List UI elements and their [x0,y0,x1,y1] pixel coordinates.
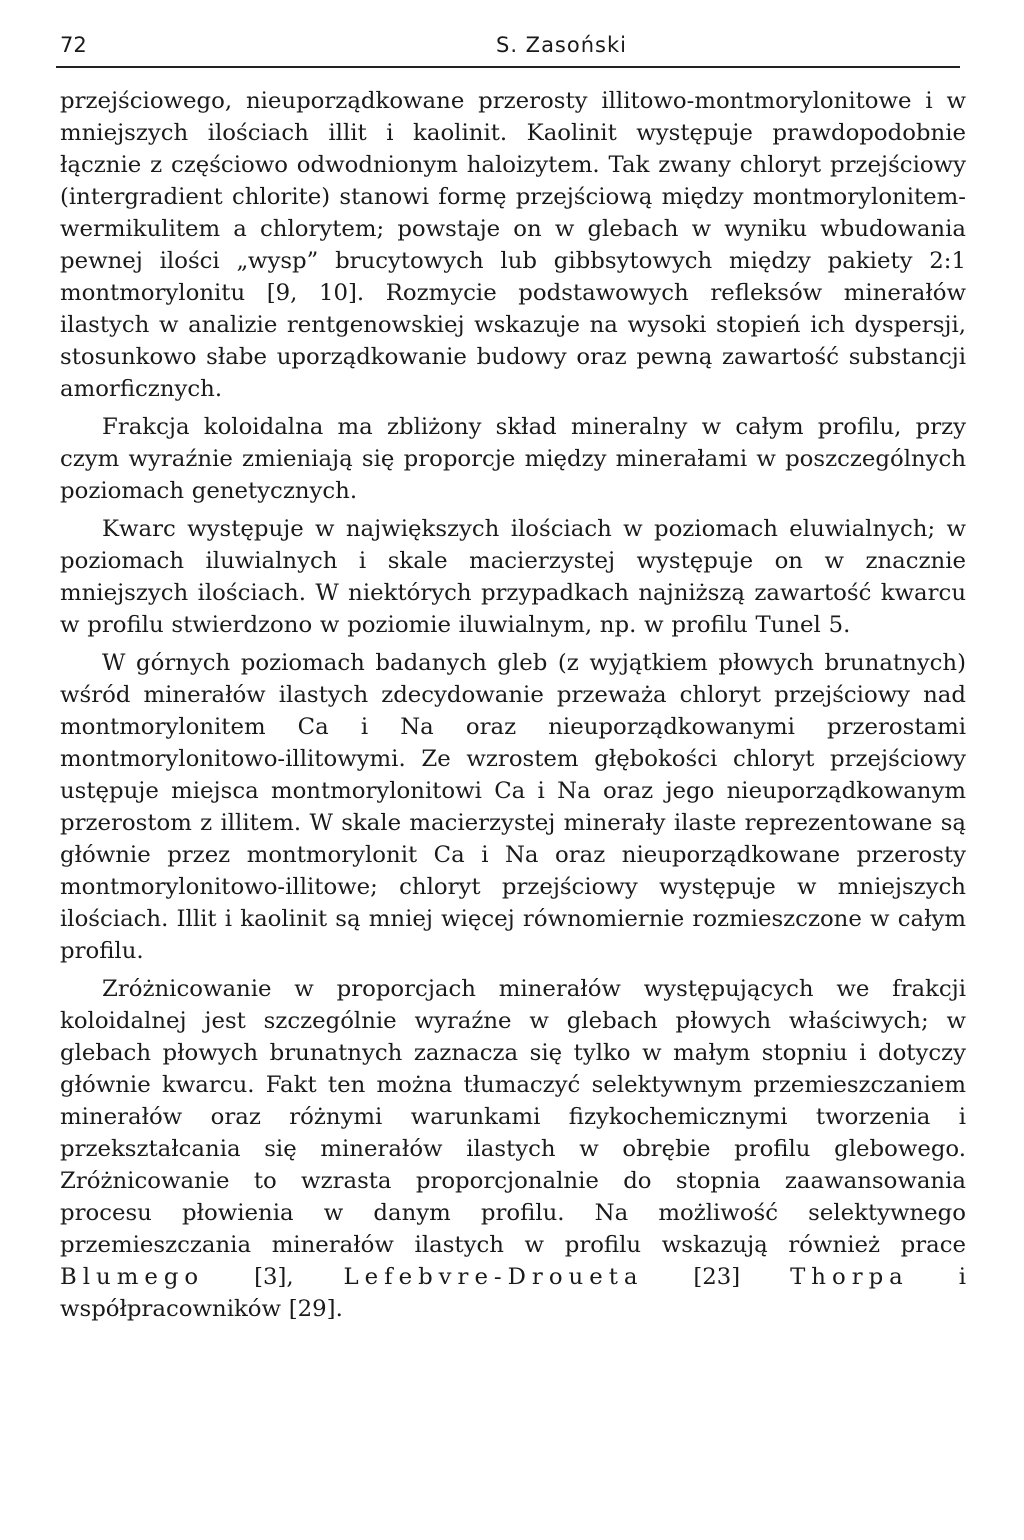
paragraph-continuation: przejściowego, nieuporządkowane przerosty illitowo-montmorylonitowe i w mniejszych ilościach illit i kaolinit. Kaolinit występuje prawdopodobnie łącznie z częściowo odwodnionym haloizytem. Tak zwany chloryt przejściowy (intergradient chlorite) stanowi formę przejściową między montmorylonitem-wermikulitem a chlorytem; powstaje on w glebach w wyniku wbudowania pewnej ilości „wysp” brucytowych lub gibbsytowych między pakiety 2:1 montmorylonitu [9, 10]. Rozmycie podstawowych refleksów minerałów ilastych w analizie rentgenowskiej wskazuje na wysoki stopień ich dyspersji, stosunkowo słabe uporządkowanie budowy oraz pewną zawartość substancji amorficznych. [60,88,966,402]
citation-reference: [23] [693,1264,741,1290]
author-name: Lefebvre-Droueta [343,1264,644,1290]
paragraph-colloidal-fraction: Frakcja koloidalna ma zbliżony skład mineralny w całym profilu, przy czym wyraźnie zmieniają się proporcje między minerałami w poszczególnych poziomach genetycznych. [60,414,966,504]
citation-reference: [3], [254,1264,294,1290]
author-name: Blumego [60,1264,205,1290]
running-head: S. Zasoński [496,33,627,57]
body-text [60,85,966,1325]
page-header [60,30,966,60]
page-number: 72 [60,33,87,57]
paragraph-text: Zróżnicowanie w proporcjach minerałów występujących we frakcji koloidalnej jest szczególnie wyraźne w glebach płowych właściwych; w glebach płowych brunatnych zaznacza się tylko w małym stopniu i dotyczy głównie kwarcu. Fakt ten można tłumaczyć selektywnym przemieszczaniem minerałów oraz różnymi warunkami fizykochemicznymi tworzenia i przekształcania się minerałów ilastych w obrębie profilu glebowego. Zróżnicowanie to wzrasta proporcjonalnie do stopnia zaawansowania procesu płowienia w danym profilu. Na możliwość selektywnego przemieszczania minerałów ilastych w profilu wskazują również prace [60,976,966,1258]
paragraph-text: i współpracowników [29]. [60,1264,966,1322]
paragraph-clay-minerals: W górnych poziomach badanych gleb (z wyjątkiem płowych brunatnych) wśród minerałów ilastych zdecydowanie przeważa chloryt przejściowy nad montmorylonitem Ca i Na oraz nieuporządkowanymi przerostami montmorylonitowo-illitowymi. Ze wzrostem głębokości chloryt przejściowy ustępuje miejsca montmorylonitowi Ca i Na oraz jego nieuporządkowanym przerostom z illitem. W skale macierzystej minerały ilaste reprezentowane są głównie przez montmorylonit Ca i Na oraz nieuporządkowane przerosty montmorylonitowo-illitowe; chloryt przejściowy występuje w mniejszych ilościach. Illit i kaolinit są mniej więcej równomiernie rozmieszczone w całym profilu. [60,650,966,964]
author-name: Thorpa [790,1264,909,1290]
paragraph-differentiation [60,973,966,1325]
paragraph-quartz: Kwarc występuje w największych ilościach w poziomach eluwialnych; w poziomach iluwialnych i skale macierzystej występuje on w znacznie mniejszych ilościach. W niektórych przypadkach najniższą zawartość kwarcu w profilu stwierdzono w poziomie iluwialnym, np. w profilu Tunel 5. [60,516,966,638]
header-rule [56,66,960,68]
